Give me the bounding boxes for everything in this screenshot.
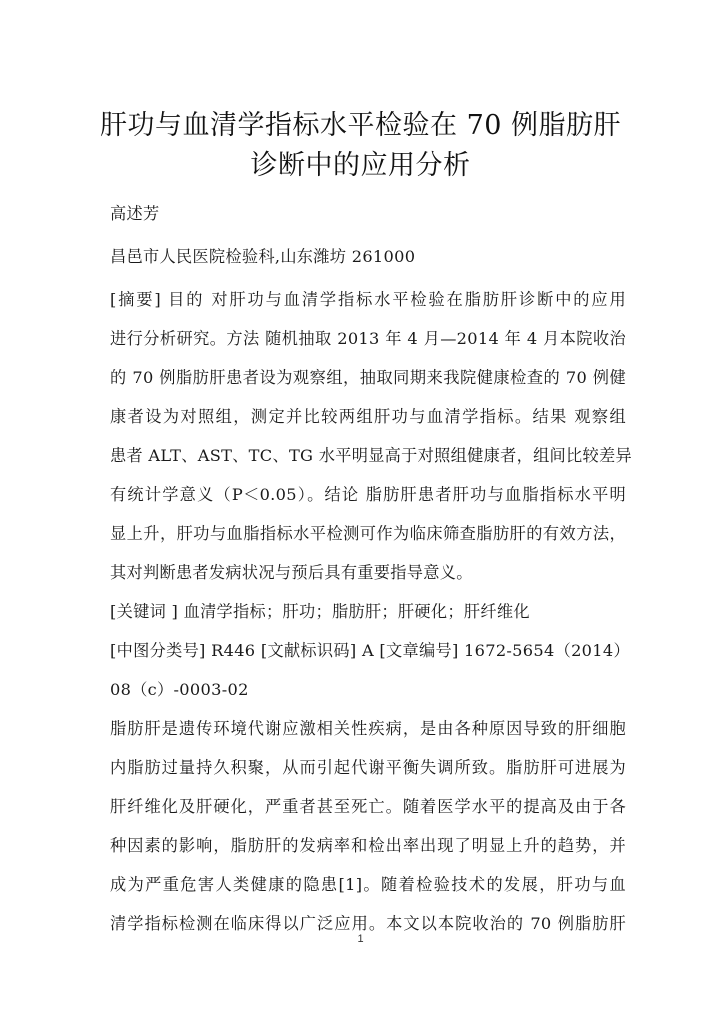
abstract-line: [摘要] 目的 对肝功与血清学指标水平检验在脂肪肝诊断中的应用 <box>110 290 626 309</box>
classification-line: 08（c）-0003-02 <box>110 680 249 699</box>
page-number: 1 <box>357 933 364 945</box>
abstract-line: 有统计学意义（P＜0.05）。结论 脂肪肝患者肝功与血脂指标水平明 <box>110 485 626 504</box>
author-name: 高述芳 <box>110 204 160 223</box>
paper-title <box>60 106 661 186</box>
classification-line: [中图分类号] R446 [文献标识码] A [文章编号] 1672-5654（2014） <box>110 641 630 660</box>
body-line: 内脂肪过量持久积聚，从而引起代谢平衡失调所致。脂肪肝可进展为 <box>110 758 626 777</box>
title-line-1: 肝功与血清学指标水平检验在 70 例脂肪肝 <box>99 110 622 142</box>
title-line-2: 诊断中的应用分析 <box>250 150 471 182</box>
abstract-line: 进行分析研究。方法 随机抽取 2013 年 4 月—2014 年 4 月本院收治 <box>110 329 626 348</box>
keywords: [关键词 ] 血清学指标；肝功；脂肪肝；肝硬化；肝纤维化 <box>110 602 530 621</box>
abstract-line: 其对判断患者发病状况与预后具有重要指导意义。 <box>110 563 473 582</box>
abstract-line: 患者 ALT、AST、TC、TG 水平明显高于对照组健康者，组间比较差异 <box>110 446 632 465</box>
body-line: 脂肪肝是遗传环境代谢应激相关性疾病，是由各种原因导致的肝细胞 <box>110 719 626 738</box>
abstract-line: 康者设为对照组，测定并比较两组肝功与血清学指标。结果 观察组 <box>110 407 626 426</box>
body-line: 成为严重危害人类健康的隐患[1]。随着检验技术的发展，肝功与血 <box>110 875 626 894</box>
abstract-line: 显上升，肝功与血脂指标水平检测可作为临床筛查脂肪肝的有效方法， <box>110 524 626 543</box>
body-line: 清学指标检测在临床得以广泛应用。本文以本院收治的 70 例脂肪肝 <box>110 914 626 933</box>
body-line: 种因素的影响，脂肪肝的发病率和检出率出现了明显上升的趋势，并 <box>110 836 626 855</box>
abstract-line: 的 70 例脂肪肝患者设为观察组，抽取同期来我院健康检查的 70 例健 <box>110 368 626 387</box>
author-affiliation: 昌邑市人民医院检验科,山东潍坊 261000 <box>110 247 416 266</box>
body-line: 肝纤维化及肝硬化，严重者甚至死亡。随着医学水平的提高及由于各 <box>110 797 626 816</box>
